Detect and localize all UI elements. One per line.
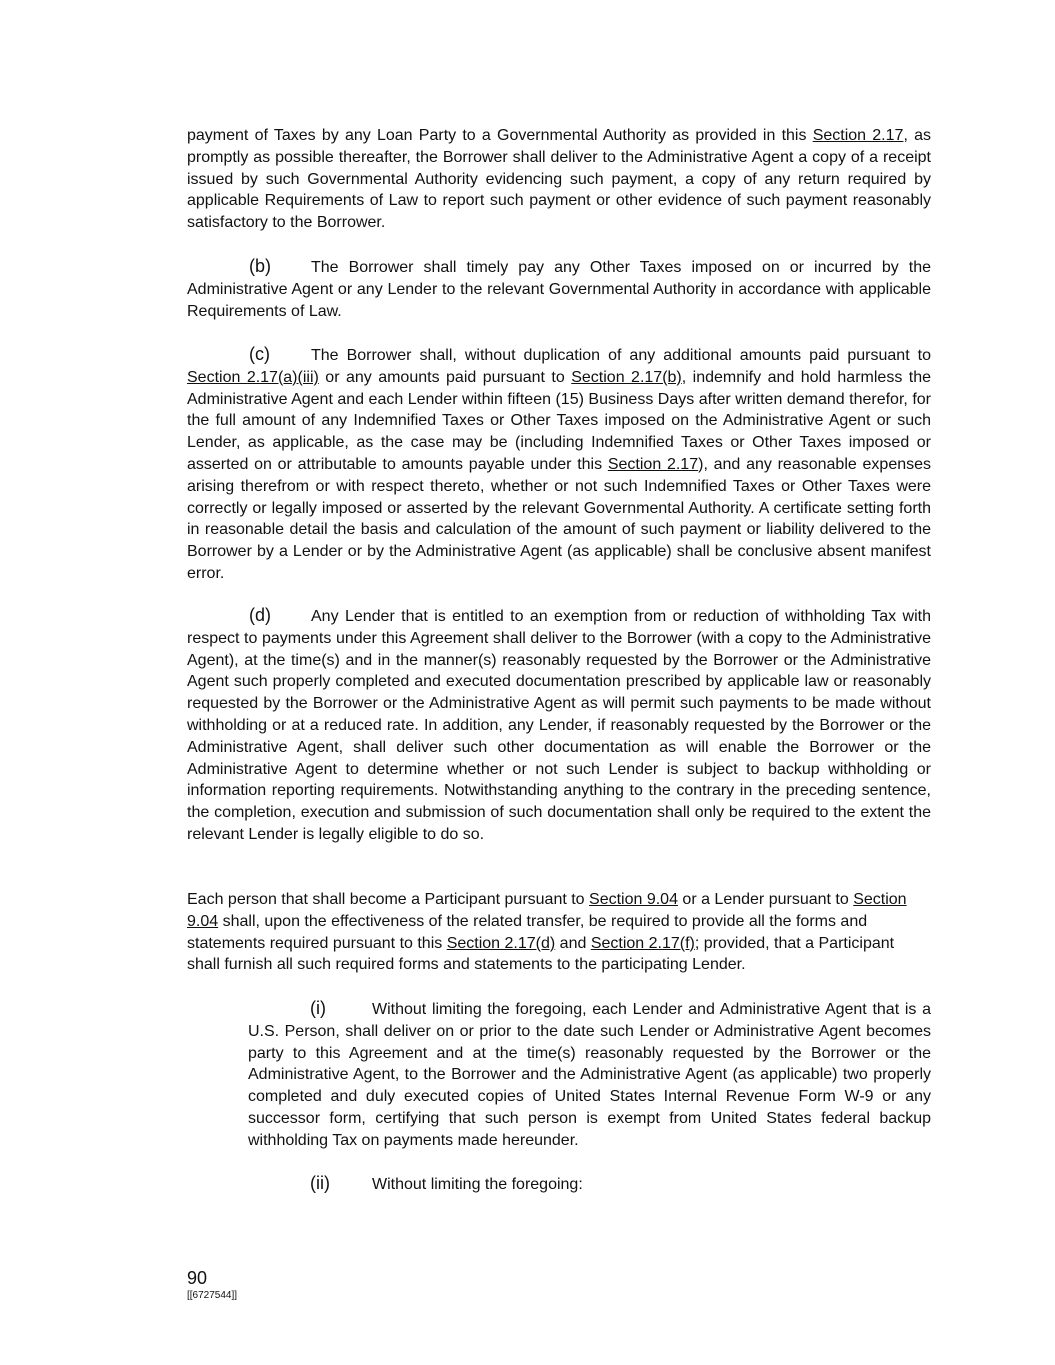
paragraph-text: ; provided, that a Participant shall furnish all such required forms and statements to the participating Lender. [187,934,895,974]
paragraph-text: , indemnify and hold harmless the Administrative Agent and each Lender within fifteen (15) Business Days after written demand therefor, for the full amount of any Indemnified Taxes or Other Taxes imposed on the Administrative Agent or such Lender, as applicable, as the case may be (including Indemnified Taxes or Other Taxes imposed or asserted on or attributable to amounts payable under this [187,368,932,473]
paragraph-text: , as promptly as possible thereafter, the Borrower shall deliver to the Administrative Agent a copy of a receipt issued by such Governmental Authority evidencing such payment, a copy of any return required by applicable Requirements of Law to report such payment or other evidence of such payment reasonably satisfactory to the Borrower. [187,127,931,232]
paragraph-continuation [187,125,931,234]
paragraph-text: Without limiting the foregoing: [372,1176,583,1193]
paragraph-d [187,605,931,846]
document-id: [[6727544]] [187,1290,238,1301]
section-reference: Section 2.17(b) [571,368,682,386]
paragraph-c [187,344,931,585]
paragraph-text: The Borrower shall, without duplication of any additional amounts paid pursuant to [311,347,931,364]
paragraph-ii [248,1173,931,1196]
paragraph-text: shall, upon the effectiveness of the related transfer, be required to provide all the forms and statements required pursuant to this [187,912,868,952]
section-reference: Section 2.17(d) [446,934,556,952]
paragraph-participant [187,889,931,976]
clause-marker: (i) [310,998,326,1018]
paragraph-i [248,998,931,1152]
paragraph-text: Without limiting the foregoing, each Lender and Administrative Agent that is a U.S. Person, shall deliver on or prior to the date such Lender or Administrative Agent becomes party to this Agreement and at the time(s) reasonably requested by the Borrower or the Administrative Agent, to the Borrower and the Administrative Agent (as applicable) two properly completed and duly executed copies of United States Internal Revenue Form W-9 or any successor form, certifying that such person is exempt from United States federal backup withholding Tax on payments made hereunder. [248,1001,931,1149]
section-reference: Section 9.04 [589,891,678,908]
paragraph-text: or any amounts paid pursuant to [318,368,572,386]
paragraph-text: Each person that shall become a Participant pursuant to [187,891,590,908]
clause-marker: (b) [249,256,271,276]
paragraph-text: and [555,934,591,952]
paragraph-b [187,256,931,322]
section-reference: Section 2.17 [607,455,699,473]
clause-marker: (c) [249,344,270,364]
paragraph-text: The Borrower shall timely pay any Other Taxes imposed on or incurred by the Administrative Agent or any Lender to the relevant Governmental Authority in accordance with applicable Requirements of Law. [187,259,931,320]
section-reference: Section 2.17(a)(iii) [187,368,319,386]
section-reference: Section 2.17(f) [590,934,695,952]
section-reference: Section 2.17 [812,127,904,144]
paragraph-text: Any Lender that is entitled to an exemption from or reduction of withholding Tax with respect to payments under this Agreement shall deliver to the Borrower (with a copy to the Administrative Agent), at the time(s) and in the manner(s) reasonably requested by the Borrower or the Administrative Agent such properly completed and executed documentation prescribed by applicable law or reasonably requested by the Borrower or the Administrative Agent as will permit such payments to be made without withholding or at a reduced rate. In addition, any Lender, if reasonably requested by the Borrower or the Administrative Agent, shall deliver such other documentation as will enable the Borrower or the Administrative Agent to determine whether or not such Lender is subject to backup withholding or information reporting requirements. Notwithstanding anything to the contrary in the preceding sentence, the completion, execution and submission of such documentation shall only be required to the extent the relevant Lender is legally eligible to do so. [187,608,931,843]
paragraph-text: or a Lender pursuant to [677,891,854,908]
clause-marker: (d) [249,605,271,625]
paragraph-text: payment of Taxes by any Loan Party to a Governmental Authority as provided in this [187,127,813,144]
section-reference: Section 9.04 [187,891,907,930]
page-number: 90 [187,1268,208,1288]
paragraph-text: ), and any reasonable expenses arising therefrom or with respect thereto, whether or not such Indemnified Taxes or Other Taxes were correctly or legally imposed or asserted by the relevant Governmental Authority. A certificate setting forth in reasonable detail the basis and calculation of the amount of such payment or liability delivered to the Borrower by a Lender or by the Administrative Agent (as applicable) shall be conclusive absent manifest error. [187,455,932,582]
clause-marker: (ii) [310,1173,330,1193]
